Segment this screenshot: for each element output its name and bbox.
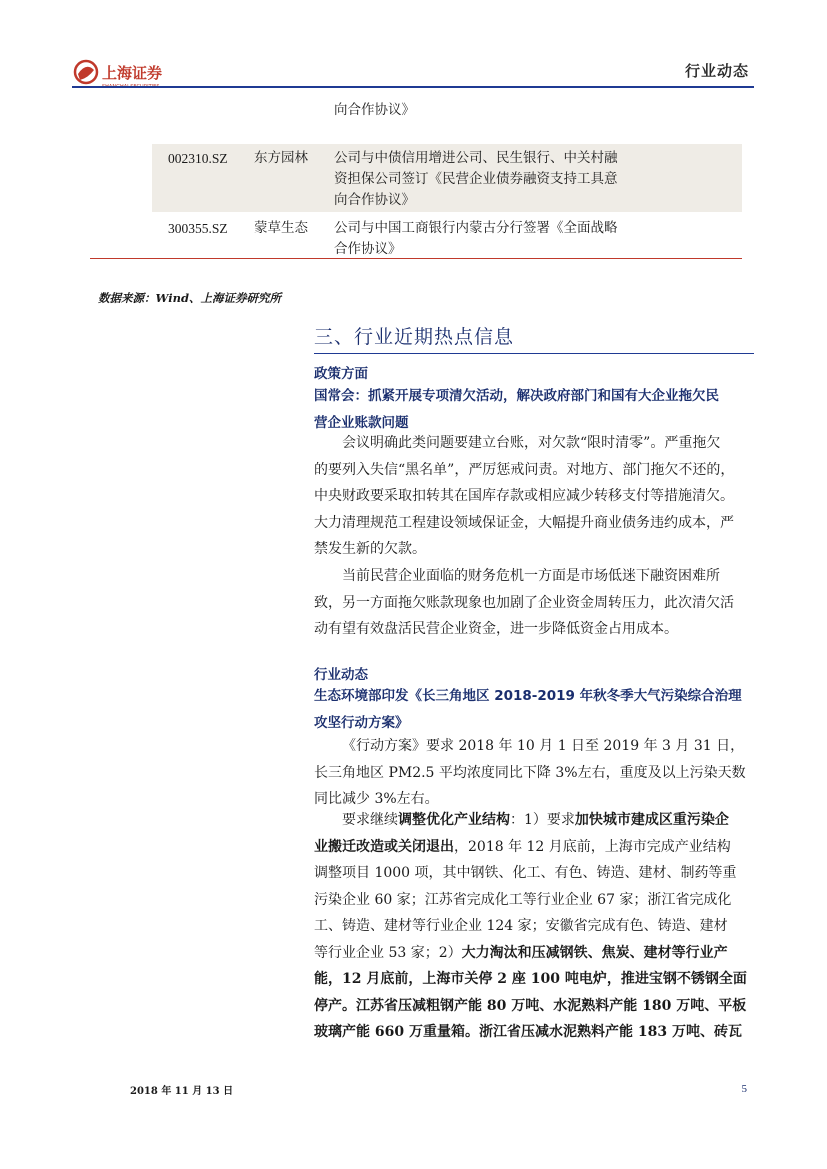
header-title: 行业动态 — [684, 62, 749, 80]
table-cell-event: 公司与中国工商银行内蒙古分行签署《全面战略 合作协议》 — [334, 220, 618, 257]
policy-paragraph-1: 会议明确此类问题要建立台账，对欠款“限时清零”。严重拖欠 的要列入失信“黑名单”，严厉惩戒问责。对地方、部门拖欠不还的， 中央财政要采取扣转其在国库存款或相应减少转移支付等措施清欠。 大力清理规范工程建设领域保证金，大幅提升商业债务违约成本，严 禁发生新的欠款。 — [314, 435, 735, 557]
policy-paragraph-2: 当前民营企业面临的财务危机一方面是市场低迷下融资困难所 致，另一方面拖欠账款现象也加剧了企业资金周转压力，此次清欠活 动有望有效盘活民营企业资金，进一步降低资金占用成本。 — [314, 568, 734, 637]
table-bottom-rule — [90, 258, 742, 259]
page-number: 5 — [741, 1083, 747, 1095]
footer-date: 2018 年 11 月 13 日 — [130, 1086, 234, 1097]
table-cell-name: 东方园林 — [254, 150, 308, 166]
industry-subheading: 行业动态 — [314, 667, 368, 683]
table-row — [152, 96, 742, 144]
header-divider — [72, 86, 754, 88]
logo-text: 上海证券 — [102, 64, 163, 82]
table-cell-code: 002310.SZ — [168, 151, 228, 166]
section-title: 三、行业近期热点信息 — [314, 326, 515, 348]
policy-subheading: 政策方面 — [314, 366, 368, 382]
table-cell-name: 蒙草生态 — [254, 220, 308, 236]
table-cell-code: 300355.SZ — [168, 221, 228, 236]
industry-paragraph-2: 要求继续调整优化产业结构：1）要求加快城市建成区重污染企 业搬迁改造或关闭退出，2018 年 12 月底前，上海市完成产业结构 调整项目 1000 项，其中钢铁、化工、有色、铸造、建材、制药等重 污染企业 60 家；江苏省完成化工等行业企业 67 家；浙江省完成化 工、铸造、建材等行业企业 124 家；安徽省完成有色、铸造、建材 等行业企业 53 家；2）大力淘汰和压减钢铁、焦炭、建材等行业产 能，12 月底前，上海市关停 2 座 100 吨电炉，推进宝钢不锈钢全面 停产。江苏省压减粗钢产能 80 万吨、水泥熟料产能 180 万吨、平板 玻璃产能 660 万重量箱。浙江省压减水泥熟料产能 183 万吨、砖瓦 — [314, 812, 747, 1040]
company-table — [152, 96, 742, 262]
table-cell-event: 公司与中债信用增进公司、民生银行、中关村融 资担保公司签订《民营企业债券融资支持工具意 向合作协议》 — [334, 150, 618, 208]
policy-headline: 国常会：抓紧开展专项清欠活动，解决政府部门和国有大企业拖欠民 营企业账款问题 — [314, 388, 719, 431]
section-divider — [314, 353, 754, 354]
industry-headline: 生态环境部印发《长三角地区 2018-2019 年秋冬季大气污染综合治理 攻坚行动方案》 — [314, 688, 742, 731]
table-cell-event: 向合作协议》 — [334, 102, 415, 118]
data-source-note: 数据来源：Wind、上海证券研究所 — [98, 291, 281, 305]
table-row — [152, 144, 742, 212]
table-row — [152, 212, 742, 262]
industry-paragraph-1: 《行动方案》要求 2018 年 10 月 1 日至 2019 年 3 月 31 日， 长三角地区 PM2.5 平均浓度同比下降 3%左右，重度及以上污染天数 同比减少 3%左右。 — [314, 738, 746, 807]
